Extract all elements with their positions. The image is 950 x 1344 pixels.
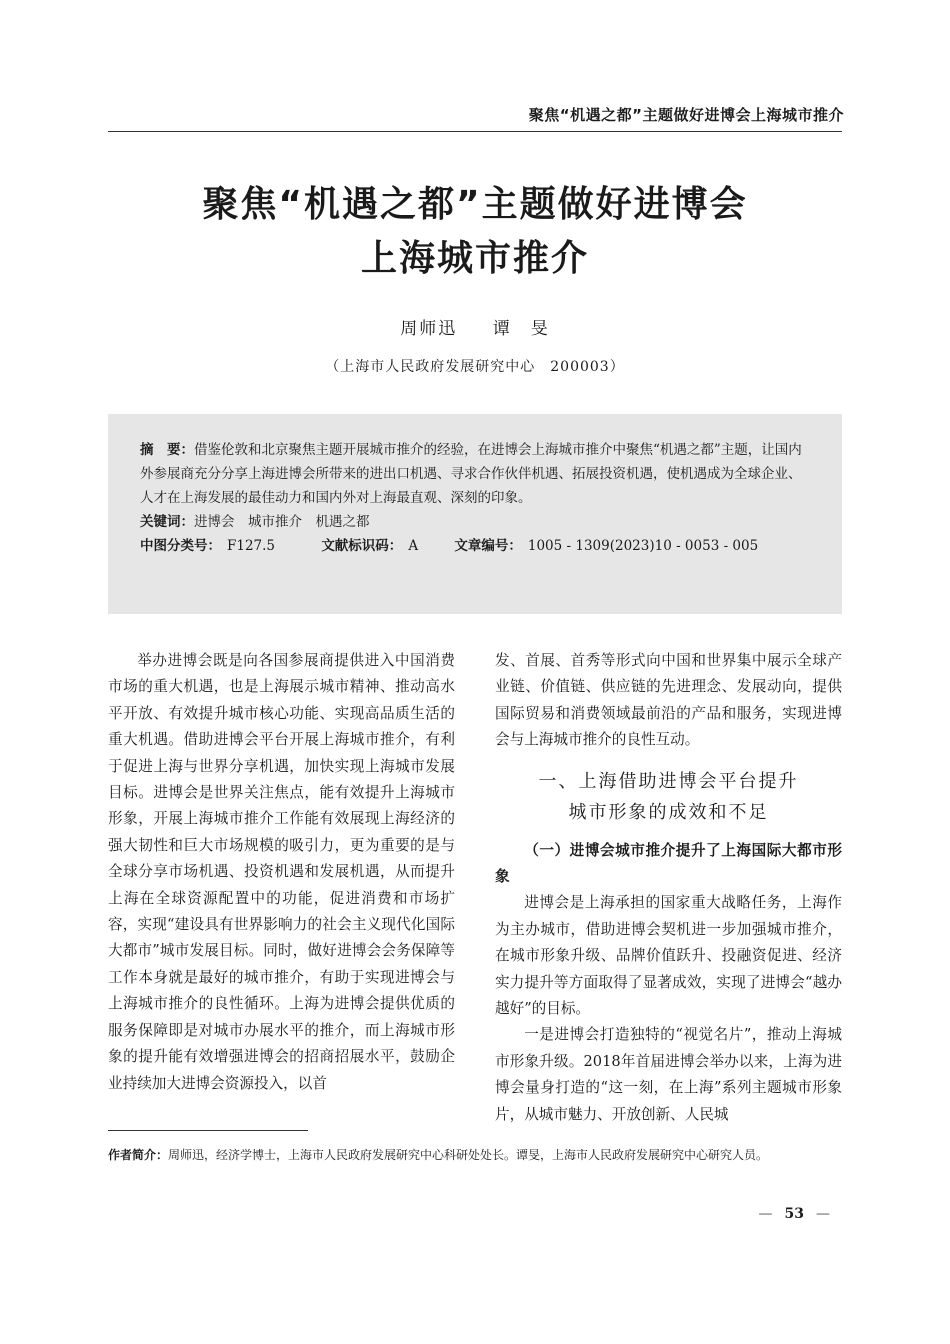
footnote-label: 作者简介：	[108, 1148, 169, 1162]
author-2: 谭 旻	[492, 319, 550, 339]
footnote-rule	[108, 1130, 308, 1131]
authors	[108, 314, 842, 339]
author-footnote	[108, 1144, 842, 1166]
article-title-line2: 上海城市推介	[360, 238, 589, 279]
body-paragraph: 举办进博会既是向各国参展商提供进入中国消费市场的重大机遇，也是上海展示城市精神、推动高水平开放、有效提升城市核心功能、实现高品质生活的重大机遇。借助进博会平台开展上海城市推介，有利于促进上海与世界分享机遇，加快实现上海城市发展目标。进博会是世界关注焦点，能有效提升上海城市形象，开展上海城市推介工作能有效展现上海经济的强大韧性和巨大市场规模的吸引力，更为重要的是与全球分享市场机遇、投资机遇和发展机遇，从而提升上海在全球资源配置中的功能，促进消费和市场扩容，实现“建设具有世界影响力的社会主义现代化国际大都市”城市发展目标。同时，做好进博会会务保障等工作本身就是最好的城市推介，有助于实现进博会与上海城市推介的良性循环。上海为进博会提供优质的服务保障即是对城市办展水平的推介，而上海城市形象的提升能有效增强进博会的招商招展水平，鼓励企业持续加大进博会资源投入，以首	[108, 652, 455, 1092]
header-rule	[108, 131, 842, 132]
classification-row	[140, 534, 812, 558]
body-paragraph-continued: 发、首展、首秀等形式向中国和世界集中展示全球产业链、价值链、供应链的先进理念、发展动向，提供国际贸易和消费领域最前沿的产品和服务，实现进博会与上海城市推介的良性互动。	[495, 652, 842, 749]
affiliation: （上海市人民政府发展研究中心 200003）	[325, 359, 625, 375]
doc-code-value: A	[408, 538, 419, 554]
body-column-left	[108, 648, 455, 1097]
clc-value: F127.5	[227, 538, 276, 554]
author-1: 周师迅	[400, 319, 458, 339]
section-heading-line2: 城市形象的成效和不足	[568, 801, 769, 823]
abstract	[140, 438, 812, 510]
abstract-text: 借鉴伦敦和北京聚焦主题开展城市推介的经验，在进博会上海城市推介中聚焦“机遇之都”主题，让国内外参展商充分分享上海进博会所带来的进出口机遇、寻求合作伙伴机遇、拓展投资机遇，使机遇成为全球企业、人才在上海发展的最佳动力和国内外对上海最直观、深刻的印象。	[140, 442, 802, 506]
body-column-right	[495, 648, 842, 1128]
abstract-box	[108, 414, 842, 614]
footnote-text: 周师迅，经济学博士，上海市人民政府发展研究中心科研处处长。谭旻，上海市人民政府发展研究中心研究人员。	[168, 1148, 769, 1162]
subsection-heading: （一）进博会城市推介提升了上海国际大都市形象	[495, 841, 842, 886]
section-heading-line1: 一、上海借助进博会平台提升	[538, 770, 799, 792]
article-no-value: 1005 - 1309(2023)10 - 0053 - 005	[527, 538, 759, 554]
abstract-label: 摘 要：	[140, 442, 194, 458]
running-header: 聚焦“机遇之都”主题做好进博会上海城市推介	[528, 106, 844, 124]
keywords-label: 关键词：	[140, 514, 194, 530]
doc-code-label: 文献标识码：	[321, 538, 403, 554]
body-paragraph: 一是进博会打造独特的“视觉名片”，推动上海城市形象升级。2018年首届进博会举办以来，上海为进博会量身打造的“这一刻，在上海”系列主题城市形象片，从城市魅力、开放创新、人民城	[495, 1026, 842, 1123]
article-no-label: 文章编号：	[454, 538, 522, 554]
clc-label: 中图分类号：	[140, 538, 221, 554]
page-number: — 53 —	[758, 1206, 830, 1222]
article-title-line1: 聚焦“机遇之都”主题做好进博会	[202, 184, 748, 225]
page-number-value: 53	[784, 1206, 804, 1222]
keywords	[140, 510, 812, 534]
keywords-text: 进博会 城市推介 机遇之都	[194, 514, 370, 530]
body-paragraph: 进博会是上海承担的国家重大战略任务，上海作为主办城市，借助进博会契机进一步加强城市推介，在城市形象升级、品牌价值跃升、投融资促进、经济实力提升等方面取得了显著成效，实现了进博会“越办越好”的目标。	[495, 894, 842, 1018]
section-heading	[495, 766, 842, 828]
